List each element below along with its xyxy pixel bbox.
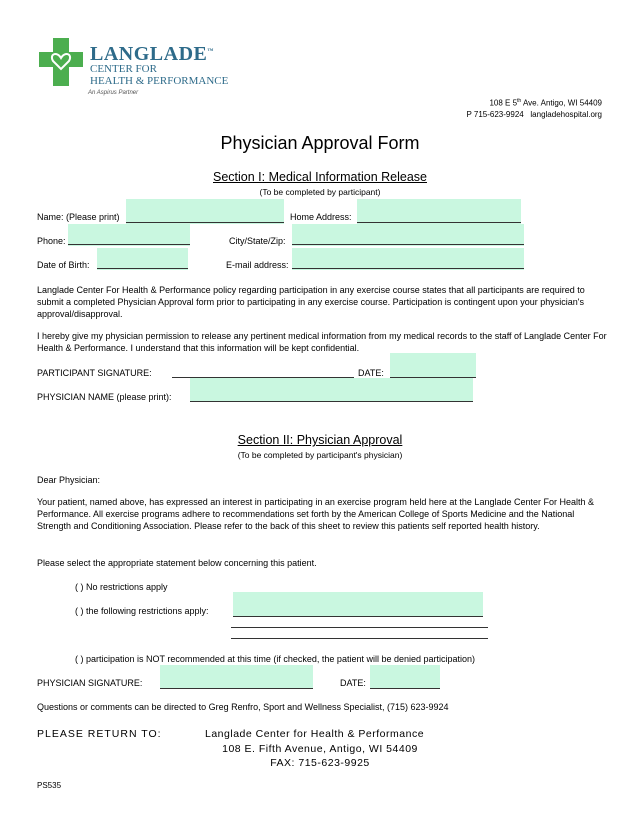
contact-website: langladehospital.org — [530, 110, 602, 119]
home-address-label: Home Address: — [290, 212, 352, 222]
dob-field[interactable] — [97, 248, 188, 270]
return-label: PLEASE RETURN TO: — [37, 728, 162, 740]
logo-title: LANGLADE™ — [90, 43, 214, 65]
home-address-field[interactable] — [357, 199, 521, 224]
email-underline — [292, 268, 524, 269]
logo-line2: CENTER FOR — [90, 63, 157, 75]
section2-heading: Section II: Physician Approval — [237, 433, 403, 447]
form-code: PS535 — [37, 781, 62, 790]
dob-label: Date of Birth: — [37, 260, 90, 270]
city-label: City/State/Zip: — [229, 236, 286, 246]
participant-date-field[interactable] — [390, 353, 476, 378]
city-underline — [292, 244, 524, 245]
physician-signature-field[interactable] — [160, 665, 313, 689]
logo — [36, 36, 266, 102]
dob-underline — [97, 268, 188, 269]
option-restrictions[interactable]: ( ) the following restrictions apply: — [75, 606, 209, 616]
return-address: 108 E. Fifth Avenue, Antigo, WI 54409 — [222, 743, 418, 755]
physician-signature-underline — [160, 688, 313, 689]
section1-heading: Section I: Medical Information Release — [213, 170, 427, 184]
physician-name-underline — [190, 401, 473, 402]
city-field[interactable] — [292, 224, 524, 246]
phone-label: Phone: — [37, 236, 66, 246]
physician-name-label: PHYSICIAN NAME (please print): — [37, 392, 172, 402]
questions-text: Questions or comments can be directed to Greg Renfro, Sport and Wellness Specialist, (715) 623-9924 — [37, 702, 449, 712]
policy-paragraph: Langlade Center For Health & Performance policy regarding participation in any exercise course states that all participants are required to submit a completed Physician Approval form prior to participating in any exercise course. Participation is contingent upon your physician's approval/disapproval. — [37, 285, 585, 319]
physician-name-field[interactable] — [190, 378, 473, 402]
name-field[interactable] — [126, 199, 284, 224]
physician-signature-label: PHYSICIAN SIGNATURE: — [37, 678, 143, 688]
select-instruction: Please select the appropriate statement below concerning this patient. — [37, 558, 317, 568]
contact-address: 108 E 5th Ave. Antigo, WI 54409 — [489, 98, 602, 108]
participant-date-label: DATE: — [358, 368, 384, 378]
logo-partner: An Aspirus Partner — [88, 90, 139, 96]
participant-signature-field[interactable] — [172, 355, 354, 377]
contact-phone: P 715-623-9924 — [466, 110, 524, 119]
physician-date-label: DATE: — [340, 678, 366, 688]
name-label: Name: (Please print) — [37, 212, 120, 222]
name-underline — [126, 222, 284, 223]
participant-signature-label: PARTICIPANT SIGNATURE: — [37, 368, 152, 378]
page-title: Physician Approval Form — [220, 133, 420, 153]
phone-underline — [68, 244, 190, 245]
restrictions-underline-3 — [231, 638, 488, 639]
restrictions-underline-2 — [231, 627, 488, 628]
return-name: Langlade Center for Health & Performance — [205, 728, 425, 740]
section2-body-paragraph: Your patient, named above, has expressed an interest in participating in an exercise program held here at the Langlade Center For Health & Performance. All exercise programs adhere to recommendations set forth by the American College of Sports Medicine and the National Strength and Conditioning Association. Please refer to the back of this sheet to review this patients self reported health history. — [37, 497, 595, 531]
section1-subheading: (To be completed by participant) — [259, 187, 381, 197]
logo-line3: HEALTH & PERFORMANCE — [90, 75, 229, 87]
email-label: E-mail address: — [226, 260, 289, 270]
option-not-recommended[interactable]: ( ) participation is NOT recommended at this time (if checked, the patient will be denied participation) — [75, 654, 476, 664]
cross-heart-logo-icon — [38, 36, 84, 88]
physician-date-underline — [370, 688, 440, 689]
restrictions-field[interactable] — [233, 592, 483, 617]
permission-paragraph: I hereby give my physician permission to release any pertinent medical information from my medical records to the staff of Langlade Center For Health & Performance. I understand that this information will be kept confidential. — [37, 331, 607, 353]
return-fax: FAX: 715-623-9925 — [270, 757, 370, 769]
phone-field[interactable] — [68, 224, 190, 246]
restrictions-underline-1 — [233, 616, 483, 617]
physician-date-field[interactable] — [370, 665, 440, 689]
home-address-underline — [357, 222, 521, 223]
contact-phone-web — [466, 110, 602, 119]
email-field[interactable] — [292, 248, 524, 270]
option-no-restrictions[interactable]: ( ) No restrictions apply — [75, 582, 168, 592]
greeting: Dear Physician: — [37, 475, 101, 485]
section2-subheading: (To be completed by participant's physician) — [237, 450, 403, 460]
